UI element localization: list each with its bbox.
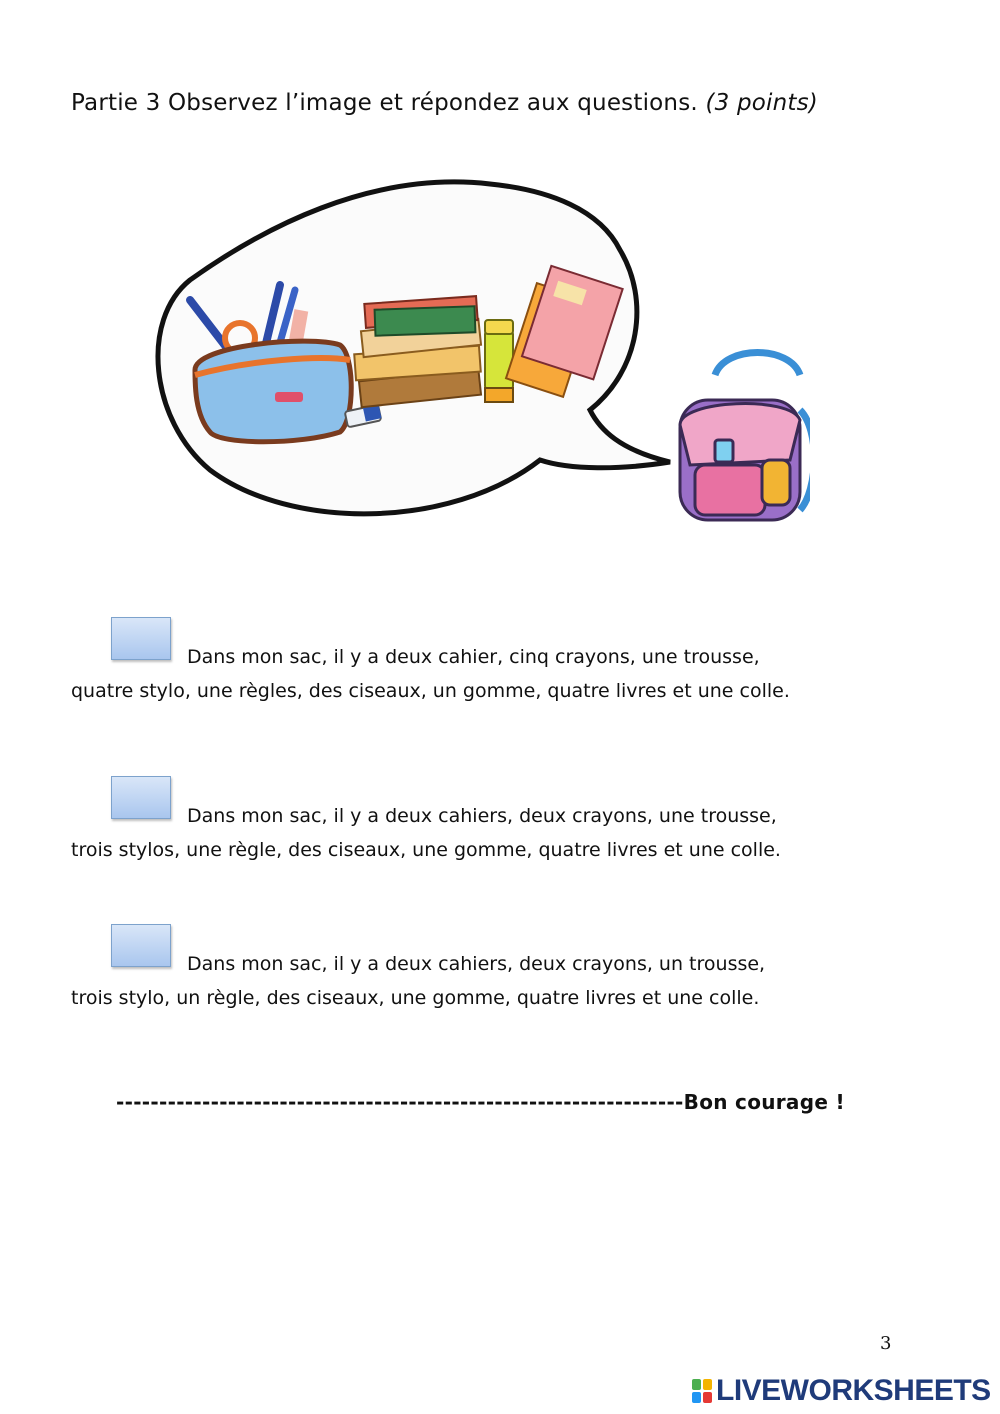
- heading-points: (3 points): [705, 90, 818, 116]
- answer-option-1: [71, 640, 951, 708]
- answer-checkbox-1[interactable]: [111, 617, 171, 660]
- option-text-line-2: trois stylo, un règle, des ciseaux, une gomme, quatre livres et une colle.: [71, 987, 760, 1009]
- page-number: 3: [880, 1333, 892, 1354]
- liveworksheets-logo-icon: [692, 1379, 712, 1403]
- closing-message: ------------------------------------------------------------------Bon courage !: [116, 1090, 845, 1114]
- book-stack-icon: [354, 296, 481, 407]
- option-text-line-2: quatre stylo, une règles, des ciseaux, un gomme, quatre livres et une colle.: [71, 680, 790, 702]
- answer-checkbox-3[interactable]: [111, 924, 171, 967]
- glue-stick-icon: [485, 320, 513, 402]
- heading-text: Partie 3 Observez l’image et répondez aux questions.: [71, 90, 698, 116]
- backpack-icon: [680, 353, 810, 521]
- option-text-line-1: Dans mon sac, il y a deux cahiers, deux crayons, une trousse,: [187, 805, 777, 827]
- answer-option-2: [71, 799, 951, 867]
- option-text-line-1: Dans mon sac, il y a deux cahiers, deux crayons, un trousse,: [187, 953, 766, 975]
- school-supplies-illustration: [150, 170, 810, 540]
- brand-footer: [692, 1374, 991, 1408]
- section-heading: [71, 90, 818, 116]
- option-text-line-2: trois stylos, une règle, des ciseaux, une gomme, quatre livres et une colle.: [71, 839, 781, 861]
- answer-checkbox-2[interactable]: [111, 776, 171, 819]
- answer-option-3: [71, 947, 951, 1015]
- brand-name: LIVEWORKSHEETS: [716, 1374, 991, 1407]
- option-text-line-1: Dans mon sac, il y a deux cahier, cinq crayons, une trousse,: [187, 646, 760, 668]
